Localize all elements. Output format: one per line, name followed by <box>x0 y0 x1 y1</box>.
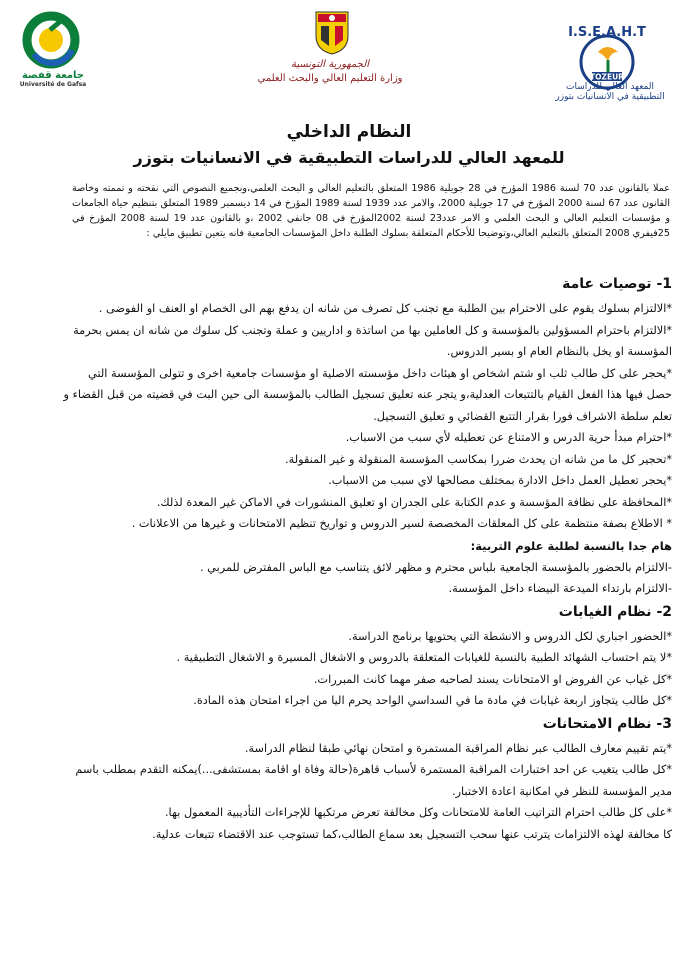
section-1-item: *يحجر على كل طالب ثلب او شتم اشخاص او هيئات داخل مؤسسته الاصلية او مؤسسات جامعية اخرى و تتولى المؤسسة التي حصل فيها هذا الفعل القيام بالتتبعات العدلية،و يتجر عنه تعليق تسجيل الطالب بالمؤسسة الى حين البت في قضيته من قبل القضاء و تعلم سلطة الاشراف فورا بقرار التتبع القضائي و تعليق التسجيل. <box>63 366 672 423</box>
education-students-item: -الالتزام بالحضور بالمؤسسة الجامعية بلباس محترم و مظهر لائق يتناسب مع الباس المفترض للمربي . <box>199 560 672 574</box>
ministry-name: وزارة التعليم العالي والبحث العلمي <box>257 73 403 84</box>
university-caption-ar: جامعة قفصة <box>21 70 84 81</box>
university-logo-caption <box>18 70 88 88</box>
section-2-item: *الحضور اجباري لكل الدروس و الانشطة التي يحتويها برنامج الدراسة. <box>348 629 672 643</box>
university-caption-en: Université de Gafsa <box>19 81 87 88</box>
section-1-title: 1- توصيات عامة <box>562 276 672 292</box>
section-3-item: *على كل طالب احترام التراتيب العامة للامتحانات وكل مخالفة تعرض مرتكبها للإجراءات التأديبية المعمول بها. <box>164 806 672 819</box>
preamble-paragraph: عملا بالقانون عدد 70 لسنة 1986 المؤرخ في 28 جويلية 1986 المتعلق بالتعليم العالي و البحث العلمي،وبجميع النصوص التي نقحته و تممته وخاصة القانون عدد 67 لسنة 2000 المؤرخ في 17 جويلية 2000، والامر عدد 1939 لسنة 1989 المؤرخ في 14 ديسمبر 1989 المتعلق بتنظيم حياة الجامعات و مؤسسات التعليم العالي و البحث العلمي و الامر عدد23 لسنة 2002المؤرخ في 08 جانفي 2002 ،و بالقانون عدد 19 لسنة 2008 المؤرخ في 25فيفري 2008 المتعلق بالتعليم العالي،وتوضيحا للأحكام المتعلقة بسلوك الطلبة داخل المؤسسات الجامعية فانه يتعين تطبيق مايلي : <box>72 183 671 239</box>
university-gafsa-logo <box>20 10 82 72</box>
iseaht-acronym: I.S.E.A.H.T <box>568 25 646 40</box>
document-title: النظام الداخلي <box>286 122 412 142</box>
section-3-title: 3- نظام الامتحانات <box>542 715 672 732</box>
closing-statement: كا مخالفة لهذه الالتزامات يترتب عنها سحب التسجيل بعد سماع الطالب،كما تستوجب عند الاقتضاء تتبعات عدلية. <box>152 827 672 841</box>
iseaht-city: TOZEUR <box>590 72 624 82</box>
section-1-item: *الالتزام بسلوك يقوم على الاحترام بين الطلبة مع تجنب كل تصرف من شانه ان يدفع بهم الى الخصام او العنف او الفوضى . <box>98 302 672 315</box>
republic-name: الجمهورية التونسية <box>290 59 370 70</box>
institute-caption-line1: المعهد العالي للدراسات <box>565 82 654 92</box>
republic-seal-icon <box>312 8 352 56</box>
regulation-body <box>60 272 672 845</box>
education-students-item: -الالتزام بارتداء الميدعة البيضاء داخل المؤسسة. <box>448 582 672 595</box>
section-1-item: *يحجر تعطيل العمل داخل الادارة بمختلف مصالحها لاي سبب من الاسباب. <box>328 474 672 487</box>
document-subtitle: للمعهد العالي للدراسات التطبيقية في الانسانيات بتوزر <box>133 148 565 167</box>
section-1-item: *المحافظة على نظافة المؤسسة و عدم الكتابة على الجدران او تعليق المنشورات في الاماكن غير المعدة لذلك. <box>156 495 672 509</box>
institute-caption-line2: التطبيقية في الانسانيات بتوزر <box>555 92 665 102</box>
section-1-item: *الالتزام باحترام المسؤولين بالمؤسسة و كل العاملين بها من اساتذة و اداريين و عملة وتجنب كل سلوك من شانه ان يمس بحرمة المؤسسة او يخل بالنظام العام او بسير الدروس. <box>73 323 672 358</box>
section-2-item: *لا يتم احتساب الشهائد الطبية بالنسبة للغيابات المتعلقة بالدروس و الاشغال المسيرة و الاشغال التطبيقية . <box>176 651 672 664</box>
section-1-item: *تحجير كل ما من شانه ان يحدث ضررا بمكاسب المؤسسة المنقولة و غير المنقولة. <box>285 452 672 466</box>
section-3-item: *كل طالب يتغيب عن احد اختبارات المراقبة المستمرة لأسباب قاهرة(حالة وفاة او اقامة بمستشفى...)يمكنه التقدم بمطلب باسم مدير المؤسسة للنظر في امكانية اعادة الاختبار. <box>75 763 672 798</box>
section-2-item: *كل طالب يتجاوز اربعة غيابات في مادة ما في السداسي الواحد يحرم اليا من اجراء امتحان هذه المادة. <box>193 694 672 707</box>
section-1-item: *احترام مبدأ حرية الدرس و الامتناع عن تعطيله لأي سبب من الاسباب. <box>345 431 672 444</box>
institute-caption <box>540 82 680 102</box>
section-3-item: *يتم تقييم معارف الطالب عبر نظام المراقبة المستمرة و امتحان نهائي طبقا لنظام الدراسة. <box>244 741 672 755</box>
education-students-subtitle: هام جدا بالنسبة لطلبة علوم التربية: <box>470 538 672 553</box>
ministry-heading <box>200 58 460 86</box>
section-2-item: *كل غياب عن الفروض او الامتحانات يسند لصاحبه صفر مهما كانت المبررات. <box>313 672 672 686</box>
section-1-item: * الاطلاع بصفة منتظمة على كل المعلقات المخصصة لسير الدروس و تواريخ تنظيم الامتحانات و غيرها من الاعلانات . <box>131 517 672 530</box>
letterhead <box>0 0 698 110</box>
section-2-title: 2- نظام الغيابات <box>558 603 672 620</box>
